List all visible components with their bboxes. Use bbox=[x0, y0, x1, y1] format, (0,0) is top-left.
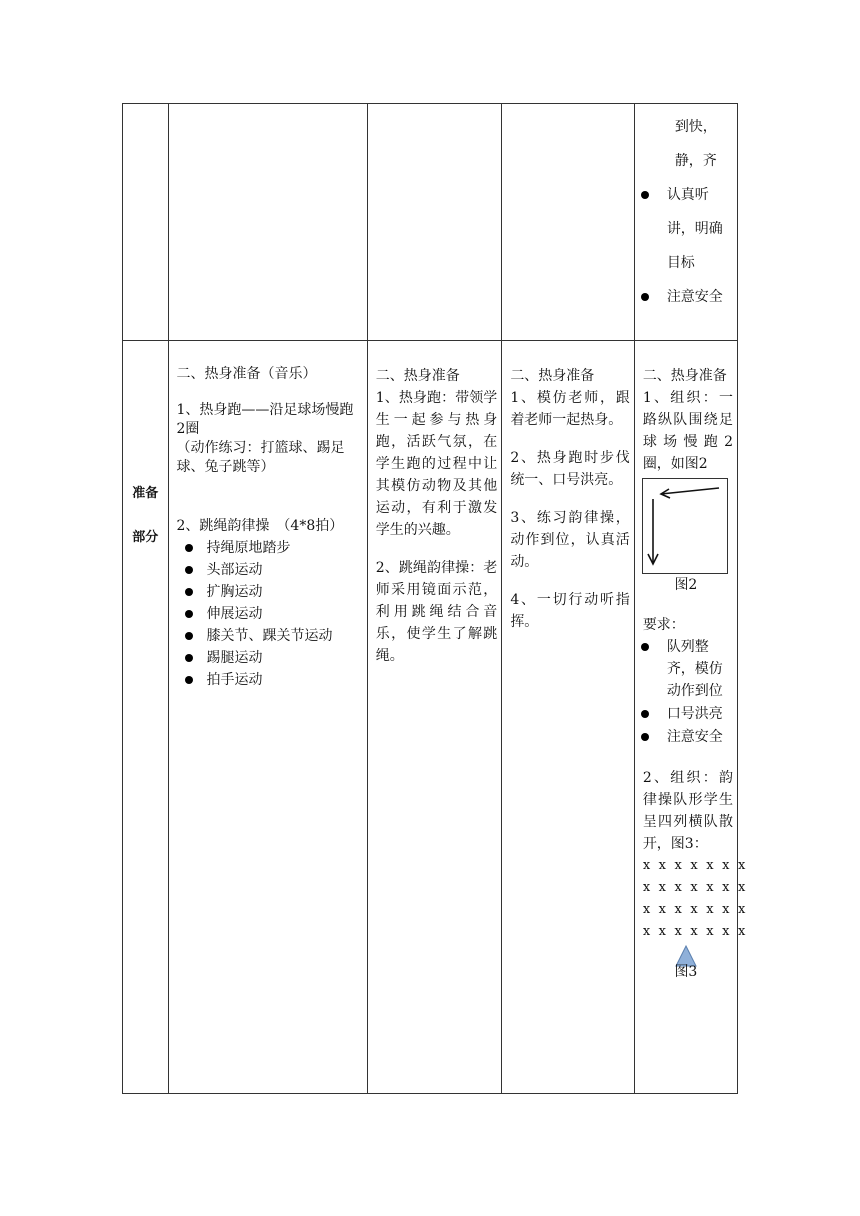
formation-row: x x x x x x x bbox=[642, 858, 748, 873]
table-row-continued bbox=[123, 104, 738, 341]
list-item: 持绳原地踏步 bbox=[177, 537, 361, 559]
organization-paragraph-1: 1、组织：一路纵队围绕足球场慢跑2圈，如图2 bbox=[642, 390, 733, 472]
section-cell-empty bbox=[123, 104, 169, 341]
content-item-1-title: 1、热身跑——沿足球场慢跑2圈 bbox=[176, 402, 354, 437]
formation-row: x x x x x x x bbox=[642, 924, 748, 939]
figure-3-caption: 图3 bbox=[674, 964, 698, 980]
continued-line-2: 静，齐 bbox=[674, 153, 717, 169]
list-item: 认真听讲，明确目标 bbox=[635, 178, 733, 280]
organization-cell-continued bbox=[634, 104, 737, 341]
table-row-preparation bbox=[123, 341, 738, 1094]
student-paragraph-3: 3、练习韵律操，动作到位，认真活动。 bbox=[510, 510, 630, 570]
content-cell-empty bbox=[168, 104, 367, 341]
formation-row: x x x x x x x bbox=[642, 902, 748, 917]
section-label-line-2: 部分 bbox=[132, 530, 159, 545]
continued-line-1: 到快， bbox=[674, 119, 717, 135]
content-item-2-title: 2、跳绳韵律操 （4*8拍） bbox=[176, 518, 344, 534]
lesson-plan-table bbox=[122, 103, 748, 1094]
student-cell bbox=[502, 341, 635, 1094]
student-heading: 二、热身准备 bbox=[510, 368, 595, 384]
list-item: 注意安全 bbox=[635, 726, 733, 748]
list-item: 扩胸运动 bbox=[177, 581, 361, 603]
teacher-heading: 二、热身准备 bbox=[375, 368, 460, 384]
organization-paragraph-2: 2、组织：韵律操队形学生呈四列横队散开，图3： bbox=[642, 770, 733, 852]
list-item: 膝关节、踝关节运动 bbox=[177, 625, 361, 647]
teacher-paragraph-1: 1、热身跑：带领学生一起参与热身跑，活跃气氛，在学生跑的过程中让其模仿动物及其他运动，有利于激发学生的兴趣。 bbox=[375, 390, 498, 538]
list-item: 踢腿运动 bbox=[177, 647, 361, 669]
content-heading: 二、热身准备（音乐） bbox=[176, 366, 317, 382]
list-item: 口号洪亮 bbox=[635, 703, 733, 725]
teacher-cell-empty bbox=[367, 104, 502, 341]
formation-row: x x x x x x x bbox=[642, 880, 748, 895]
teacher-paragraph-2: 2、跳绳韵律操：老师采用镜面示范，利用跳绳结合音乐，使学生了解跳绳。 bbox=[375, 560, 498, 664]
list-item: 队列整齐，模仿动作到位 bbox=[635, 636, 733, 702]
content-cell bbox=[168, 341, 367, 1094]
teacher-cell bbox=[367, 341, 502, 1094]
figure-2-caption: 图2 bbox=[674, 577, 698, 593]
requirements-label: 要求： bbox=[642, 617, 685, 633]
section-label-cell bbox=[123, 341, 169, 1094]
content-item-1-note: （动作练习：打篮球、踢足球、兔子跳等） bbox=[176, 440, 345, 475]
figure-2-diagram bbox=[642, 478, 728, 574]
list-item: 头部运动 bbox=[177, 559, 361, 581]
organization-heading: 二、热身准备 bbox=[642, 368, 727, 384]
student-paragraph-2: 2、热身跑时步伐统一、口号洪亮。 bbox=[510, 450, 630, 488]
list-item: 注意安全 bbox=[635, 280, 733, 314]
list-item: 伸展运动 bbox=[177, 603, 361, 625]
student-paragraph-1: 1、模仿老师，跟着老师一起热身。 bbox=[510, 390, 630, 428]
organization-cell bbox=[634, 341, 748, 1094]
running-route-arrows-icon bbox=[643, 479, 727, 573]
section-label-line-1: 准备 bbox=[132, 486, 159, 501]
student-cell-empty bbox=[502, 104, 635, 341]
list-item: 拍手运动 bbox=[177, 669, 361, 691]
student-paragraph-4: 4、一切行动听指挥。 bbox=[510, 592, 630, 630]
